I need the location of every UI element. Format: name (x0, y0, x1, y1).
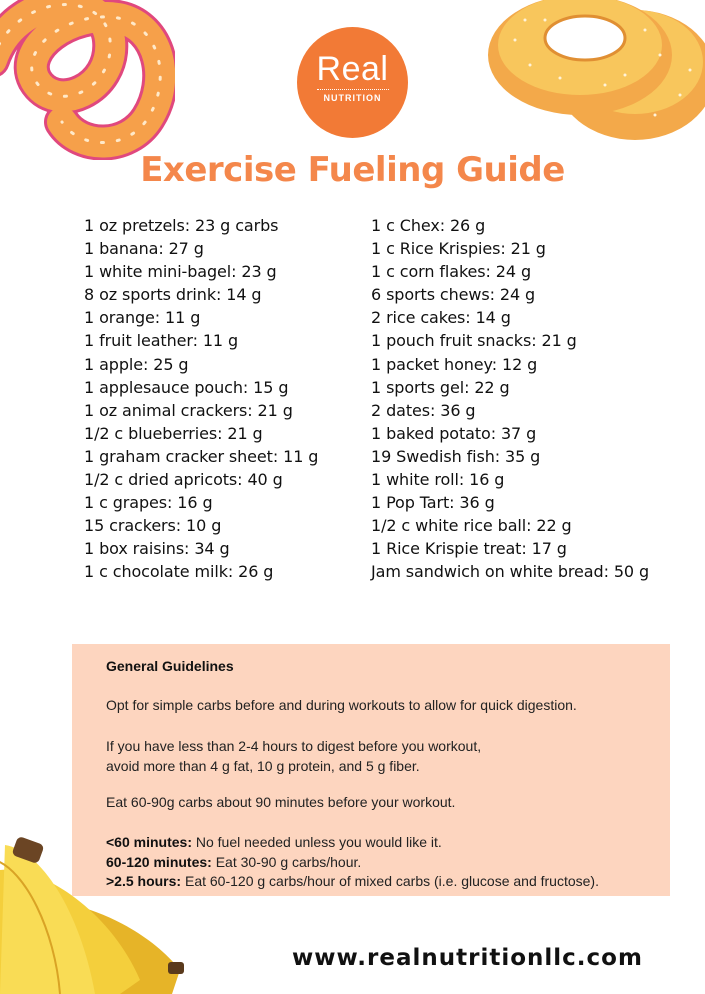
food-item: 1 apple: 25 g (84, 354, 189, 374)
guideline-duration-rules (106, 833, 599, 892)
food-item: 1 oz animal crackers: 21 g (84, 400, 293, 420)
food-item: 6 sports chews: 24 g (371, 285, 536, 305)
rule-label: >2.5 hours: (106, 873, 182, 889)
food-item: 1 pouch fruit snacks: 21 g (371, 331, 577, 351)
food-item: 8 oz sports drink: 14 g (84, 285, 262, 305)
food-item: 2 rice cakes: 14 g (371, 308, 511, 328)
food-item: 1 fruit leather: 11 g (84, 331, 239, 351)
rule-text: Eat 60-120 g carbs/hour of mixed carbs (i.e. glucose and fructose). (181, 873, 599, 889)
rule-label: <60 minutes: (106, 834, 192, 850)
food-item: 1 oz pretzels: 23 g carbs (84, 216, 279, 235)
brand-name: Real (316, 50, 389, 88)
food-item: 1 white roll: 16 g (371, 470, 505, 490)
food-list-left (84, 214, 318, 584)
food-item: 19 Swedish fish: 35 g (371, 446, 541, 466)
food-item: 1 c Chex: 26 g (371, 216, 486, 235)
guideline-pre-workout: Eat 60-90g carbs about 90 minutes before your workout. (106, 794, 456, 810)
food-item: 15 crackers: 10 g (84, 516, 222, 536)
food-item: 1 graham cracker sheet: 11 g (84, 446, 319, 466)
guideline-digest-line1: If you have less than 2-4 hours to digest before you workout, (106, 738, 482, 754)
food-item: 1/2 c blueberries: 21 g (84, 423, 263, 443)
guideline-simple-carbs: Opt for simple carbs before and during workouts to allow for quick digestion. (106, 697, 577, 713)
guideline-digest-line2: avoid more than 4 g fat, 10 g protein, and 5 g fiber. (106, 757, 420, 774)
food-item: 1/2 c white rice ball: 22 g (371, 516, 572, 536)
brand-logo (297, 27, 408, 138)
bagel-illustration (485, 0, 705, 150)
rule-text: No fuel needed unless you would like it. (191, 834, 442, 850)
food-item: 1 applesauce pouch: 15 g (84, 377, 289, 397)
rule-text: Eat 30-90 g carbs/hour. (211, 853, 362, 870)
food-item: 1 box raisins: 34 g (84, 539, 230, 559)
food-item: 1 sports gel: 22 g (371, 377, 510, 397)
food-item: 1 Pop Tart: 36 g (371, 493, 495, 513)
brand-tagline: NUTRITION (323, 93, 382, 103)
food-item: 1 c corn flakes: 24 g (371, 262, 531, 282)
page-title: Exercise Fueling Guide (140, 150, 565, 190)
food-item: 1 white mini-bagel: 23 g (84, 262, 277, 282)
website-link[interactable]: www.realnutritionllc.com (292, 945, 643, 971)
logo-divider (317, 89, 389, 90)
food-item: 1/2 c dried apricots: 40 g (84, 470, 283, 490)
food-item: 1 packet honey: 12 g (371, 354, 538, 374)
food-item: 2 dates: 36 g (371, 400, 476, 420)
food-item: 1 c grapes: 16 g (84, 493, 213, 513)
food-item: 1 c chocolate milk: 26 g (84, 562, 274, 582)
food-list-right (371, 214, 649, 584)
food-item: 1 orange: 11 g (84, 308, 201, 328)
pretzel-illustration (0, 0, 175, 160)
guidelines-heading: General Guidelines (106, 658, 234, 674)
food-item: Jam sandwich on white bread: 50 g (371, 562, 650, 582)
food-item: 1 c Rice Krispies: 21 g (371, 239, 546, 259)
rule-label: 60-120 minutes: (106, 853, 212, 870)
guideline-digest (106, 737, 481, 776)
guidelines-panel (72, 644, 670, 896)
food-item: 1 baked potato: 37 g (371, 423, 537, 443)
food-item: 1 banana: 27 g (84, 239, 204, 259)
food-item: 1 Rice Krispie treat: 17 g (371, 539, 567, 559)
